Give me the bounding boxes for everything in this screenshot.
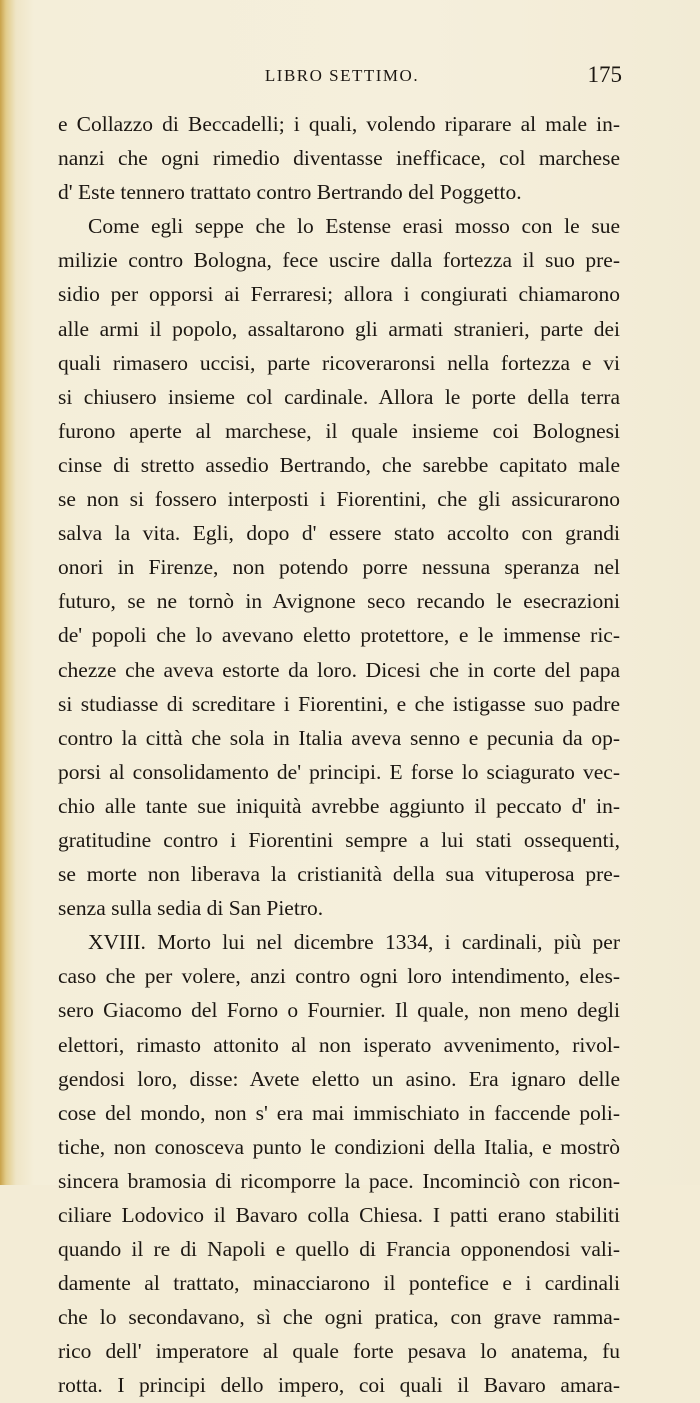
text-line: quali rimasero uccisi, parte ricoveraronsi nella fortezza e vi (58, 350, 620, 375)
text-line: gratitudine contro i Fiorentini sempre a lui stati ossequenti, (58, 827, 620, 852)
page-number: 175 (587, 62, 622, 87)
text-line: damente al trattato, minacciarono il pontefice e i cardinali (58, 1271, 620, 1296)
text-line: elettori, rimasto attonito al non isperato avvenimento, rivol- (58, 1032, 620, 1057)
text-line: caso che per volere, anzi contro ogni loro intendimento, eles- (58, 964, 620, 989)
text-line: rico dell' imperatore al quale forte pesava lo anatema, fu (58, 1339, 620, 1364)
text-line: furono aperte al marchese, il quale insieme coi Bolognesi (58, 418, 620, 443)
text-line: chezze che aveva estorte da loro. Dicesi che in corte del papa (58, 657, 620, 682)
text-line: alle armi il popolo, assaltarono gli armati stranieri, parte dei (58, 316, 620, 341)
text-line: e Collazzo di Beccadelli; i quali, volendo riparare al male in- (58, 112, 620, 136)
text-line: nanzi che ogni rimedio diventasse inefficace, col marchese (58, 146, 620, 171)
text-line: ciliare Lodovico il Bavaro colla Chiesa. I patti erano stabiliti (58, 1203, 620, 1227)
text-line: salva la vita. Egli, dopo d' essere stato accolto con grandi (58, 521, 620, 546)
text-line: XVIII. Morto lui nel dicembre 1334, i cardinali, più per (88, 930, 620, 955)
text-line: si chiusero insieme col cardinale. Allora le porte della terra (58, 384, 620, 409)
text-line: cinse di stretto assedio Bertrando, che sarebbe capitato male (58, 452, 620, 477)
text-line: onori in Firenze, non potendo porre nessuna speranza nel (58, 555, 620, 580)
text-line: tiche, non conosceva punto le condizioni della Italia, e mostrò (58, 1134, 620, 1159)
text-line: si studiasse di screditare i Fiorentini, e che istigasse suo padre (58, 691, 620, 716)
text-line: che lo secondavano, sì che ogni pratica, con grave ramma- (58, 1305, 620, 1330)
text-line: quando il re di Napoli e quello di Francia opponendosi vali- (58, 1237, 620, 1262)
text-line: sero Giacomo del Forno o Fournier. Il quale, non meno degli (58, 998, 620, 1023)
running-title: LIBRO SETTIMO. (264, 66, 420, 85)
body-text (58, 107, 620, 1403)
text-line: contro la città che sola in Italia aveva senno e pecunia da op- (58, 725, 620, 750)
text-line: se non si fossero interposti i Fiorentini, che gli assicurarono (58, 487, 620, 512)
text-line: se morte non liberava la cristianità della sua vituperosa pre- (58, 862, 620, 887)
text-line: de' popoli che lo avevano eletto protettore, e le immense ric- (58, 623, 620, 648)
text-line: porsi al consolidamento de' principi. E forse lo sciagurato vec- (58, 759, 620, 784)
text-line: milizie contro Bologna, fece uscire dalla fortezza il suo pre- (58, 248, 620, 273)
text-line: rotta. I principi dello impero, coi quali il Bavaro amara- (58, 1373, 620, 1398)
text-line: senza sulla sedia di San Pietro. (58, 896, 324, 921)
text-line: sidio per opporsi ai Ferraresi; allora i congiurati chiamarono (58, 282, 620, 307)
text-line: chio alle tante sue iniquità avrebbe aggiunto il peccato d' in- (58, 793, 620, 818)
text-line: futuro, se ne tornò in Avignone seco recando le esecrazioni (58, 589, 620, 614)
page-header (62, 62, 622, 96)
text-line: cose del mondo, non s' era mai immischiato in faccende poli- (58, 1100, 620, 1125)
text-line: gendosi loro, disse: Avete eletto un asino. Era ignaro delle (58, 1066, 620, 1091)
text-line: Come egli seppe che lo Estense erasi mosso con le sue (88, 214, 620, 239)
text-line: sincera bramosia di ricomporre la pace. Incominciò con ricon- (58, 1168, 620, 1193)
text-line: d' Este tennero trattato contro Bertrando del Poggetto. (58, 180, 522, 205)
